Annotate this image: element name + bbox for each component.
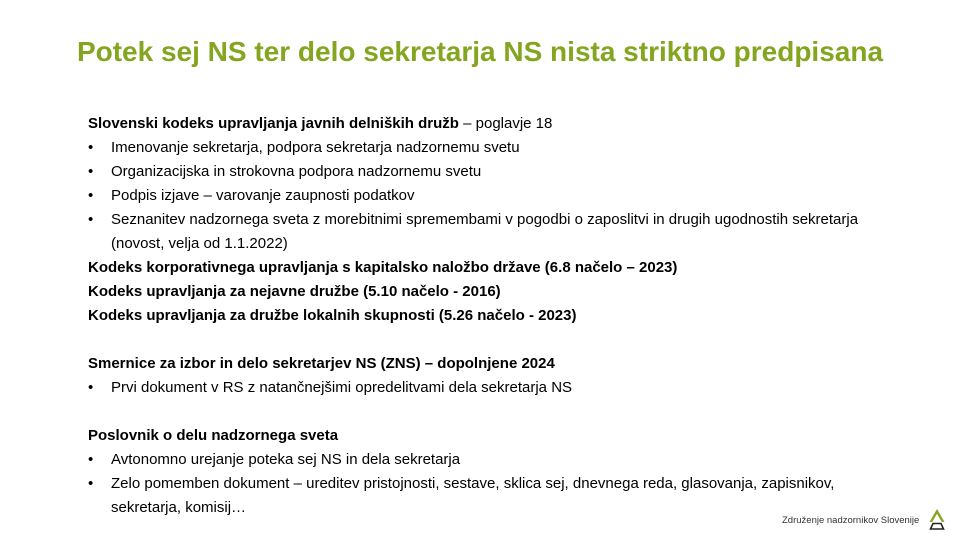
code-heading [88, 304, 918, 328]
heading-rest: – poglavje 18 [458, 115, 553, 132]
slide-title: Potek sej NS ter delo sekretarja NS nista striktno predpisana [76, 36, 884, 67]
code-heading-text: Kodeks upravljanja za družbe lokalnih skupnosti (5.26 načelo - 2023) [88, 307, 577, 324]
list-item: • Seznanitev nadzornega sveta z morebitnimi spremembami v pogodbi o zaposlitvi in drugih ugodnostih sekretarja [88, 208, 918, 232]
section-heading-smernice [88, 352, 918, 376]
code-heading [88, 256, 918, 280]
section-heading-poslovnik [88, 424, 918, 448]
section-heading-slovenski-kodeks [88, 112, 918, 136]
list-item-continuation: (novost, velja od 1.1.2022) [111, 235, 288, 252]
list-item: • Zelo pomemben dokument – ureditev pristojnosti, sestave, sklica sej, dnevnega reda, glasovanja, zapisnikov, [88, 472, 918, 496]
heading-bold: Slovenski kodeks upravljanja javnih delniških družb [88, 115, 459, 132]
code-heading-text: Kodeks upravljanja za nejavne družbe (5.10 načelo - 2016) [88, 283, 501, 300]
spacer [88, 400, 918, 424]
zns-logo-icon [928, 508, 946, 530]
footer-org-name: Združenje nadzornikov Slovenije [782, 515, 920, 526]
slide-body [88, 112, 918, 520]
list-item: • Avtonomno urejanje poteka sej NS in dela sekretarja [88, 448, 918, 472]
list-item-continuation: sekretarja, komisij… [111, 499, 247, 516]
spacer [88, 328, 918, 352]
code-heading [88, 280, 918, 304]
list-item: • Podpis izjave – varovanje zaupnosti podatkov [88, 184, 918, 208]
list-item: • Prvi dokument v RS z natančnejšimi opredelitvami dela sekretarja NS [88, 376, 918, 400]
code-heading-text: Kodeks korporativnega upravljanja s kapitalsko naložbo države (6.8 načelo – 2023) [88, 259, 678, 276]
heading-text: Poslovnik o delu nadzornega sveta [88, 427, 339, 444]
list-item: • Organizacijska in strokovna podpora nadzornemu svetu [88, 160, 918, 184]
heading-text: Smernice za izbor in delo sekretarjev NS (ZNS) – dopolnjene 2024 [88, 355, 555, 372]
list-item: • Imenovanje sekretarja, podpora sekretarja nadzornemu svetu [88, 136, 918, 160]
